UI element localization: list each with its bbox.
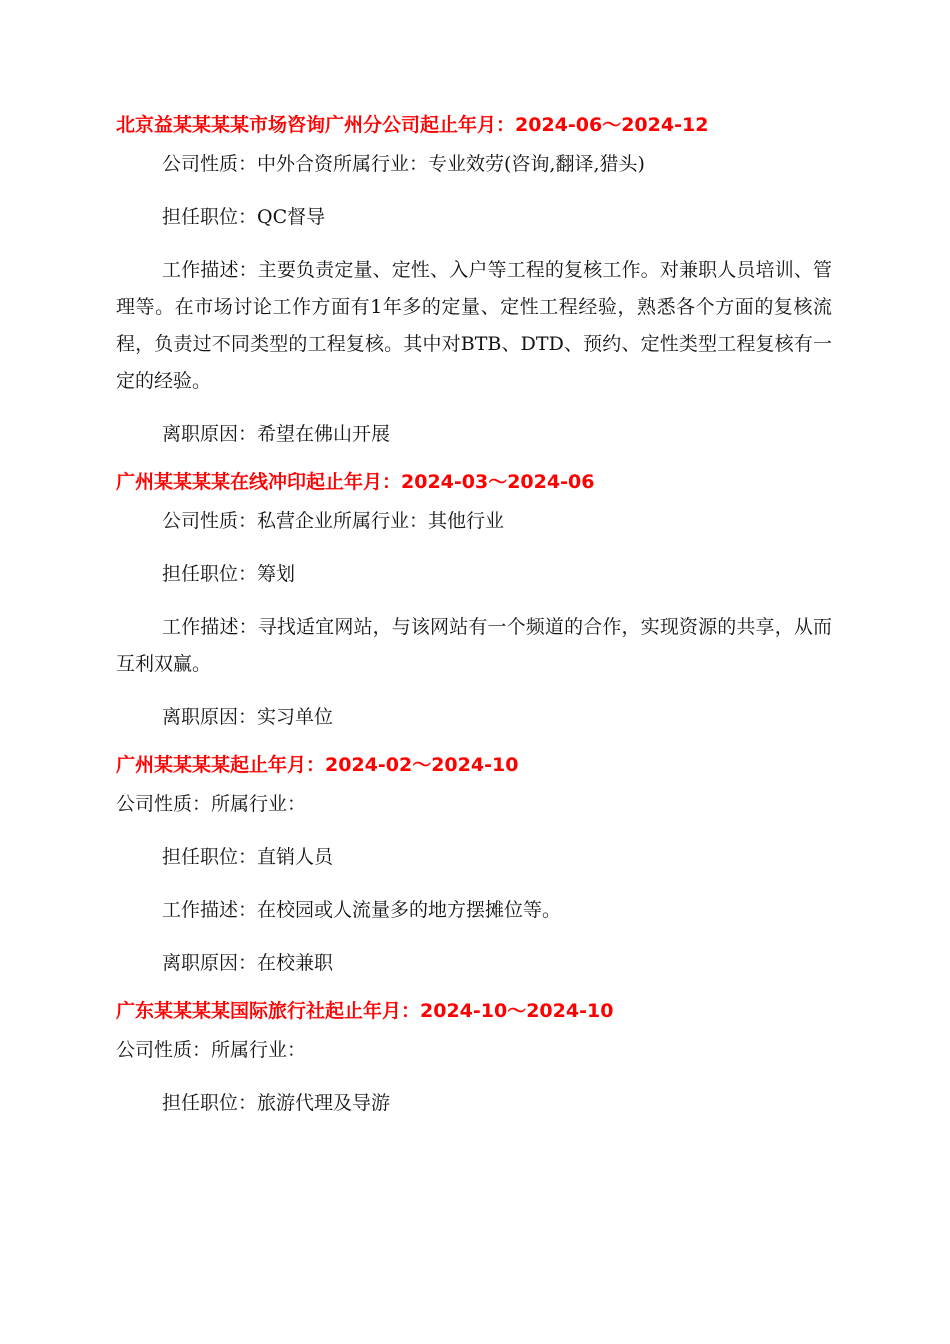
job-entry [116,469,832,736]
job-position: 担任职位：筹划 [162,563,296,585]
leave-reason: 离职原因：希望在佛山开展 [162,423,391,445]
job-position: 担任职位：旅游代理及导游 [162,1092,391,1114]
job-heading: 广州某某某某在线冲印起止年月：2024-03～2024-06 [116,471,595,493]
leave-reason: 离职原因：实习单位 [162,706,334,728]
job-position: 担任职位：直销人员 [162,846,334,868]
job-description: 工作描述：寻找适宜网站，与该网站有一个频道的合作，实现资源的共享，从而互利双赢。 [116,616,832,675]
job-description: 工作描述：主要负责定量、定性、入户等工程的复核工作。对兼职人员培训、管理等。在市场讨论工作方面有1年多的定量、定性工程经验，熟悉各个方面的复核流程，负责过不同类型的工程复核。其中对BTB、DTD、预约、定性类型工程复核有一定的经验。 [116,259,832,392]
job-heading: 广州某某某某起止年月：2024-02～2024-10 [116,754,519,776]
job-entry [116,112,832,453]
company-nature: 公司性质：所属行业： [116,1039,307,1061]
company-nature: 公司性质：所属行业： [116,793,307,815]
job-heading: 北京益某某某某市场咨询广州分公司起止年月：2024-06～2024-12 [116,114,709,136]
job-heading: 广东某某某某国际旅行社起止年月：2024-10～2024-10 [116,1000,614,1022]
job-entry [116,752,832,982]
job-position: 担任职位：QC督导 [162,206,326,228]
leave-reason: 离职原因：在校兼职 [162,952,334,974]
company-nature: 公司性质：私营企业所属行业：其他行业 [162,510,505,532]
job-description: 工作描述：在校园或人流量多的地方摆摊位等。 [162,899,562,921]
work-experience-list [116,112,832,1138]
company-nature: 公司性质：中外合资所属行业：专业效劳(咨询,翻译,猎头) [162,153,645,175]
job-entry [116,998,832,1122]
